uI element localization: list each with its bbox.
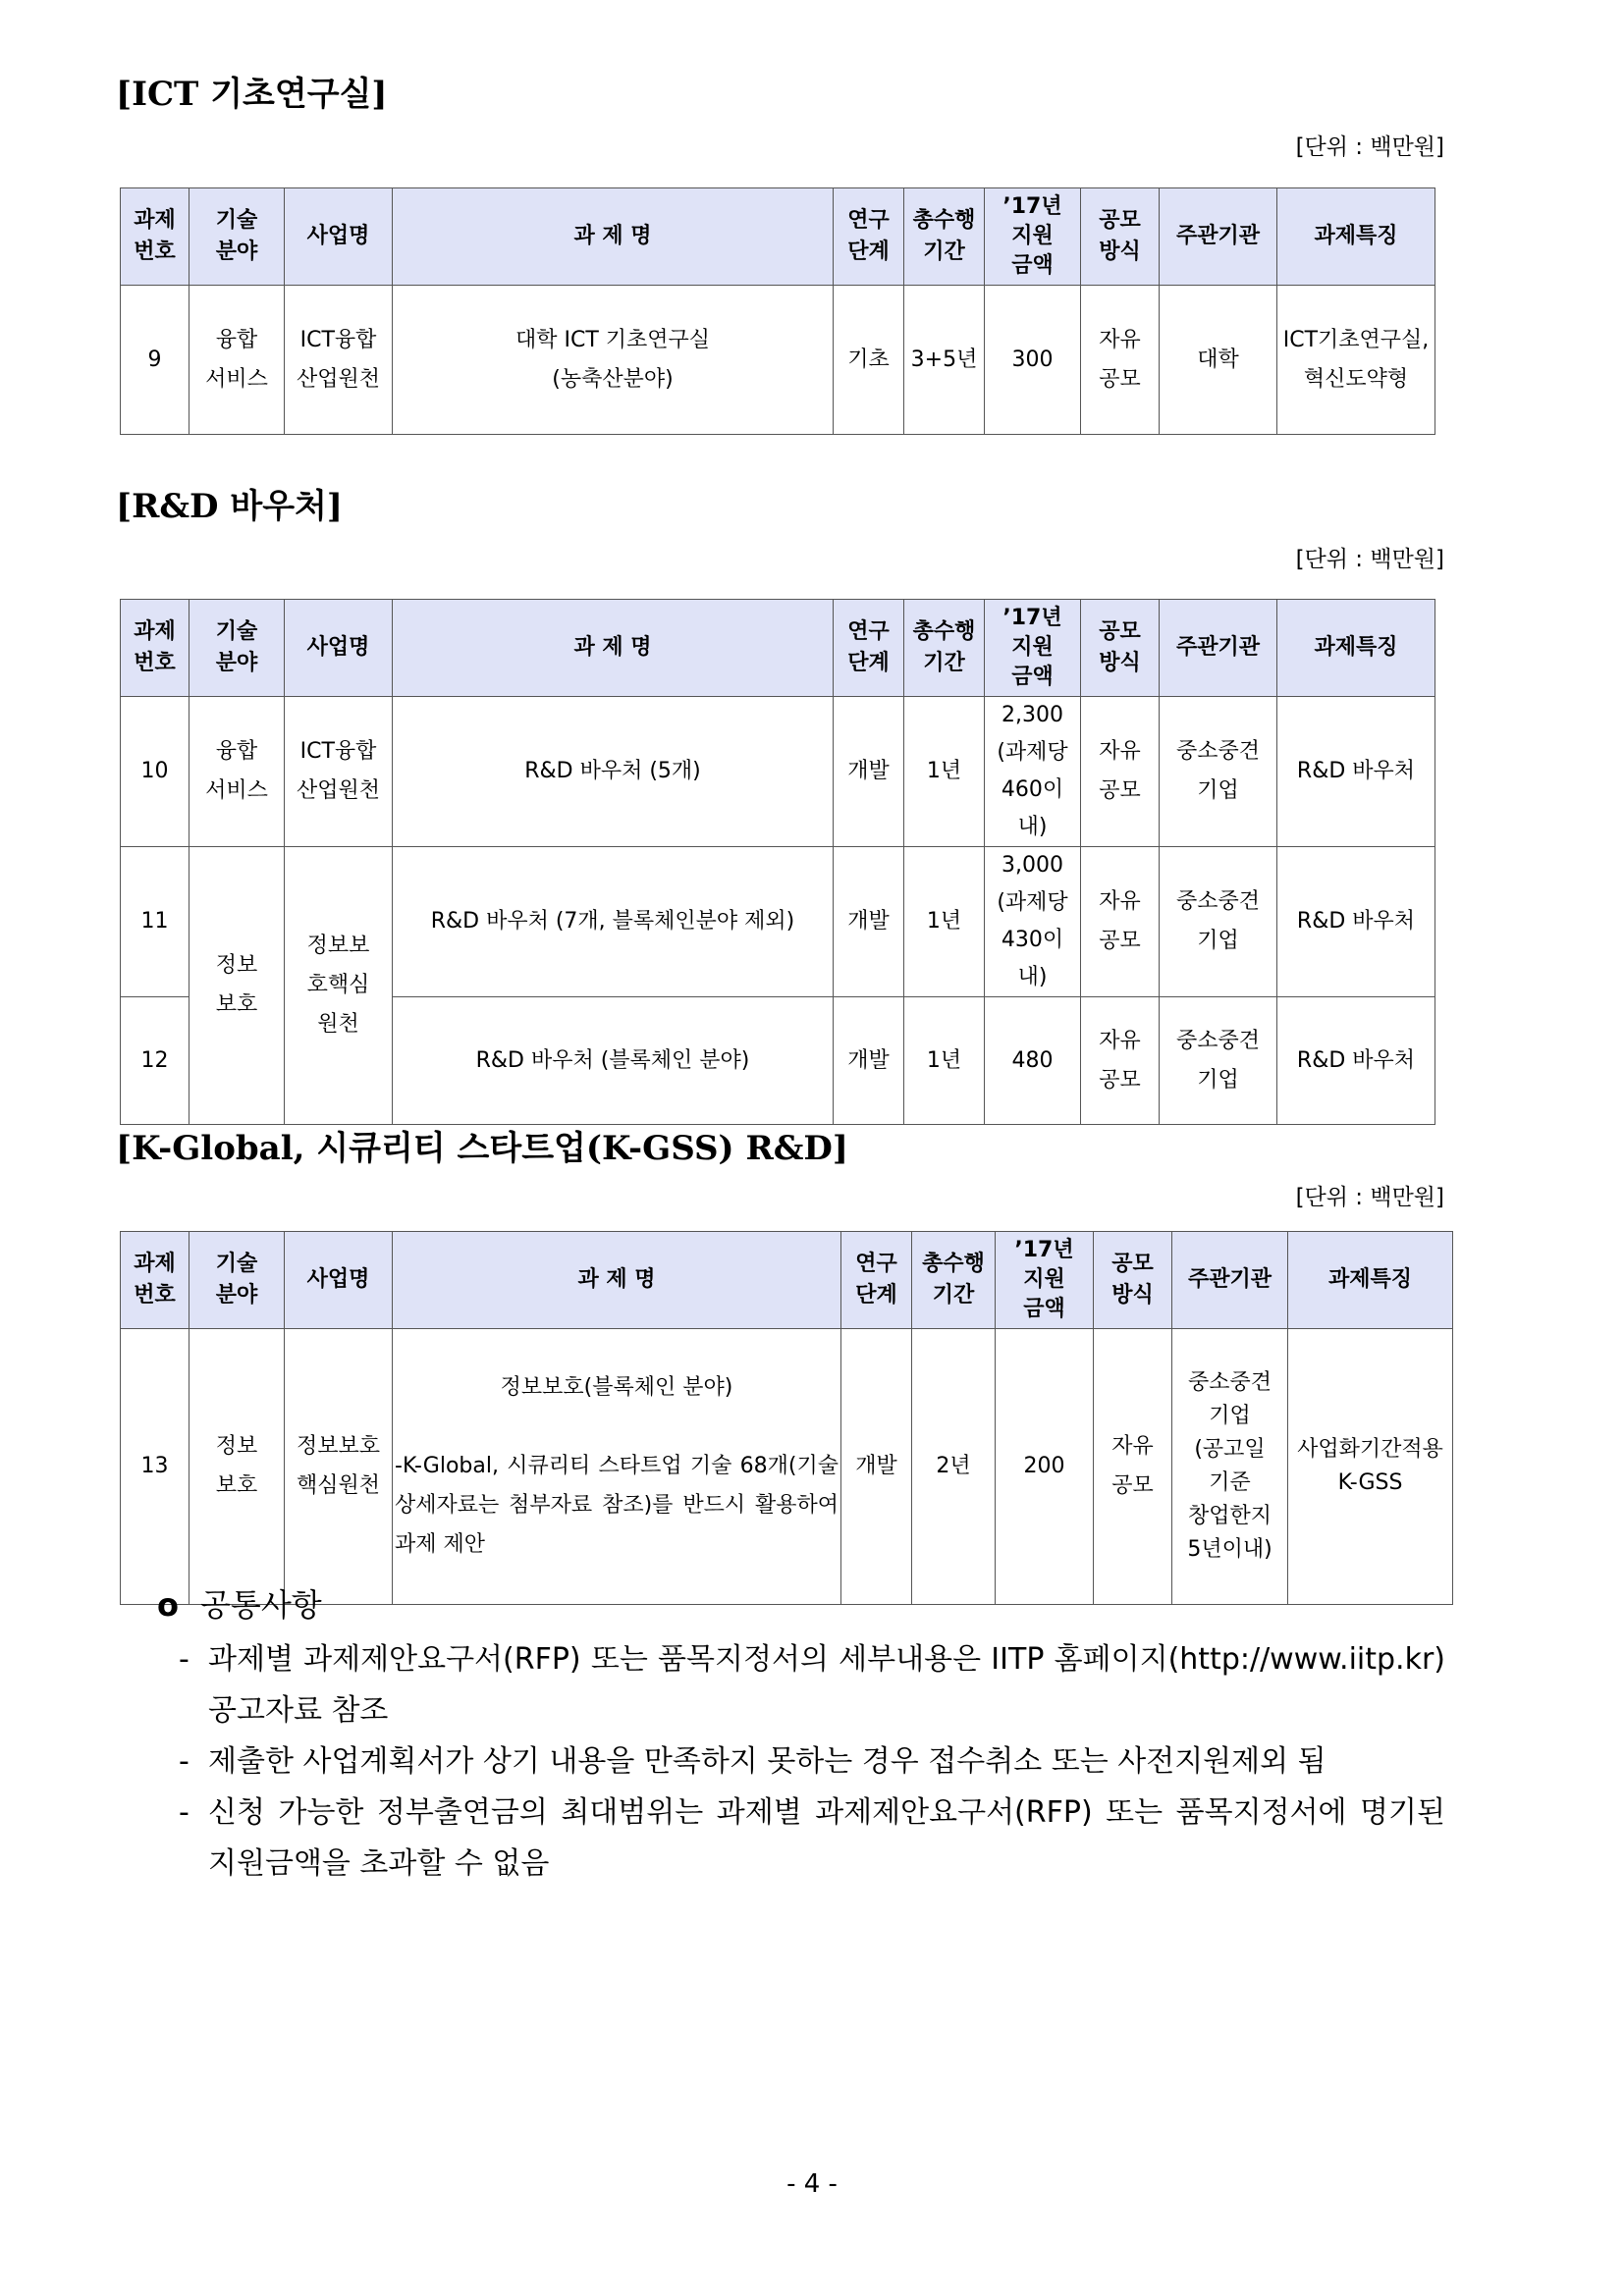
cell-period: 2년: [912, 1329, 996, 1605]
cell-org: 중소중견 기업: [1160, 847, 1277, 997]
cell-feature: R&D 바우처: [1277, 697, 1435, 847]
cell-feature: R&D 바우처: [1277, 997, 1435, 1125]
cell-feature: 사업화기간적용 K-GSS: [1288, 1329, 1453, 1605]
cell-method: 자유 공모: [1081, 997, 1160, 1125]
header-period: 총수행 기간: [904, 188, 985, 286]
cell-org: 대학: [1160, 286, 1277, 435]
cell-method: 자유 공모: [1094, 1329, 1172, 1605]
header-program: 사업명: [285, 1232, 393, 1329]
header-org: 주관기관: [1172, 1232, 1288, 1329]
header-feature: 과제특징: [1288, 1232, 1453, 1329]
header-org: 주관기관: [1160, 600, 1277, 697]
cell-title-line1: 정보보호(블록체인 분야): [500, 1375, 733, 1400]
cell-org: 중소중견 기업: [1160, 697, 1277, 847]
cell-no: 13: [121, 1329, 189, 1605]
header-title: 과 제 명: [393, 1232, 841, 1329]
cell-feature: ICT기초연구실, 혁신도약형: [1277, 286, 1435, 435]
header-period: 총수행 기간: [912, 1232, 996, 1329]
cell-org: 중소중견 기업 (공고일 기준 창업한지 5년이내): [1172, 1329, 1288, 1605]
header-amount: ’17년 지원 금액: [996, 1232, 1094, 1329]
dash-bullet: -: [179, 1795, 189, 1830]
list-item-text: 과제별 과제제안요구서(RFP) 또는 품목지정서의 세부내용은 IITP 홈페이지(http://www.iitp.kr) 공고자료 참조: [208, 1642, 1445, 1728]
dash-bullet: -: [179, 1642, 189, 1677]
table-k-gss: [120, 1231, 1453, 1605]
cell-stage: 개발: [834, 697, 904, 847]
unit-label: [단위 : 백만원]: [1295, 547, 1444, 572]
common-heading-text: 공통사항: [200, 1586, 322, 1624]
header-stage: 연구 단계: [834, 188, 904, 286]
list-item: [179, 1736, 1445, 1788]
unit-label: [단위 : 백만원]: [1295, 1185, 1444, 1210]
cell-stage: 기초: [834, 286, 904, 435]
cell-title: R&D 바우처 (5개): [393, 697, 834, 847]
cell-period: 1년: [904, 697, 985, 847]
cell-feature: R&D 바우처: [1277, 847, 1435, 997]
cell-program: 정보보 호핵심 원천: [285, 847, 393, 1125]
table-row: [121, 1329, 1453, 1605]
cell-no: 12: [121, 997, 189, 1125]
list-item-text: 신청 가능한 정부출연금의 최대범위는 과제별 과제제안요구서(RFP) 또는 품목지정서에 명기된 지원금액을 초과할 수 없음: [208, 1795, 1445, 1881]
table-rnd-voucher: [120, 599, 1435, 1125]
cell-no: 11: [121, 847, 189, 997]
header-title: 과 제 명: [393, 600, 834, 697]
header-no: 과제 번호: [121, 188, 189, 286]
header-stage: 연구 단계: [841, 1232, 912, 1329]
header-amount: ’17년 지원 금액: [985, 600, 1081, 697]
header-no: 과제 번호: [121, 1232, 189, 1329]
header-title: 과 제 명: [393, 188, 834, 286]
table-header-row: [121, 600, 1435, 697]
cell-field: 융합 서비스: [189, 286, 285, 435]
header-period: 총수행 기간: [904, 600, 985, 697]
header-method: 공모 방식: [1094, 1232, 1172, 1329]
cell-org: 중소중견 기업: [1160, 997, 1277, 1125]
bullet-circle: o: [157, 1586, 179, 1624]
cell-title: [393, 1329, 841, 1605]
table-row: [121, 847, 1435, 997]
cell-method: 자유 공모: [1081, 847, 1160, 997]
list-item-text: 제출한 사업계획서가 상기 내용을 만족하지 못하는 경우 접수취소 또는 사전지원제외 됨: [208, 1744, 1326, 1779]
header-method: 공모 방식: [1081, 188, 1160, 286]
cell-period: 3+5년: [904, 286, 985, 435]
header-field: 기술 분야: [189, 1232, 285, 1329]
cell-program: ICT융합 산업원천: [285, 697, 393, 847]
cell-no: 10: [121, 697, 189, 847]
header-method: 공모 방식: [1081, 600, 1160, 697]
section-title-ict-lab: [ICT 기초연구실]: [116, 75, 388, 114]
page-number: - 4 -: [786, 2169, 838, 2199]
header-amount: ’17년 지원 금액: [985, 188, 1081, 286]
table-header-row: [121, 188, 1435, 286]
cell-title-detail: -K-Global, 시큐리티 스타트업 기술 68개(기술 상세자료는 첨부자료 참조)를 반드시 활용하여 과제 제안: [395, 1454, 839, 1557]
cell-method: 자유 공모: [1081, 697, 1160, 847]
cell-amount: 300: [985, 286, 1081, 435]
cell-amount: 480: [985, 997, 1081, 1125]
list-item: [179, 1788, 1445, 1890]
header-field: 기술 분야: [189, 600, 285, 697]
header-feature: 과제특징: [1277, 600, 1435, 697]
table-ict-lab: [120, 187, 1435, 435]
header-field: 기술 분야: [189, 188, 285, 286]
list-item: [179, 1634, 1445, 1736]
dash-bullet: -: [179, 1744, 189, 1779]
common-heading: [157, 1585, 322, 1625]
cell-period: 1년: [904, 997, 985, 1125]
cell-program: ICT융합 산업원천: [285, 286, 393, 435]
cell-title: R&D 바우처 (7개, 블록체인분야 제외): [393, 847, 834, 997]
section-title-k-gss: [K-Global, 시큐리티 스타트업(K-GSS) R&D]: [116, 1129, 849, 1168]
header-stage: 연구 단계: [834, 600, 904, 697]
header-feature: 과제특징: [1277, 188, 1435, 286]
cell-stage: 개발: [834, 847, 904, 997]
cell-amount: 2,300 (과제당 460이내): [985, 697, 1081, 847]
cell-method: 자유 공모: [1081, 286, 1160, 435]
cell-field: 정보 보호: [189, 1329, 285, 1605]
header-org: 주관기관: [1160, 188, 1277, 286]
cell-field: 정보 보호: [189, 847, 285, 1125]
header-program: 사업명: [285, 600, 393, 697]
cell-amount: 200: [996, 1329, 1094, 1605]
header-no: 과제 번호: [121, 600, 189, 697]
cell-title: 대학 ICT 기초연구실 (농축산분야): [393, 286, 834, 435]
cell-stage: 개발: [834, 997, 904, 1125]
unit-label: [단위 : 백만원]: [1295, 134, 1444, 160]
cell-title: R&D 바우처 (블록체인 분야): [393, 997, 834, 1125]
cell-period: 1년: [904, 847, 985, 997]
cell-no: 9: [121, 286, 189, 435]
cell-stage: 개발: [841, 1329, 912, 1605]
section-title-rnd-voucher: [R&D 바우처]: [116, 487, 343, 526]
table-header-row: [121, 1232, 1453, 1329]
table-row: [121, 697, 1435, 847]
table-row: [121, 286, 1435, 435]
cell-amount: 3,000 (과제당 430이내): [985, 847, 1081, 997]
cell-field: 융합 서비스: [189, 697, 285, 847]
header-program: 사업명: [285, 188, 393, 286]
cell-program: 정보보호 핵심원천: [285, 1329, 393, 1605]
